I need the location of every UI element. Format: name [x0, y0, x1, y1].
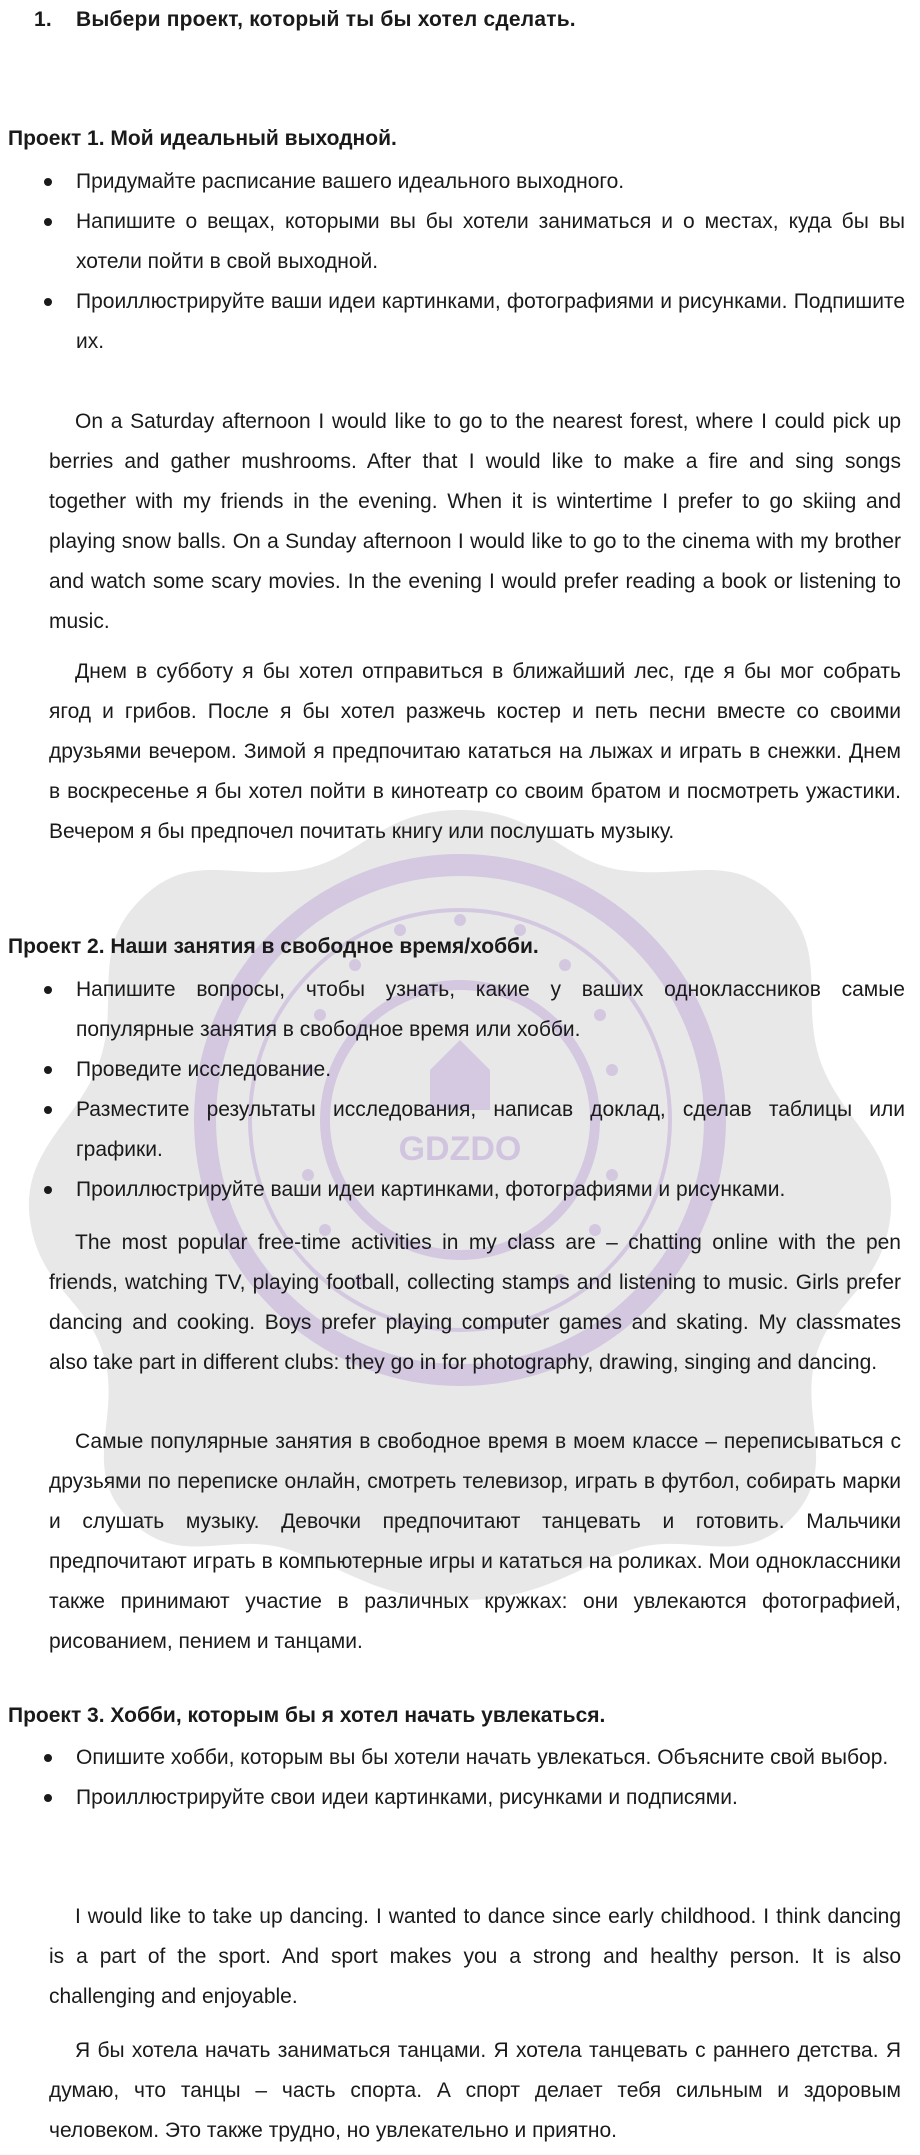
project-3-paragraph-en: I would like to take up dancing. I wanted to dance since early childhood. I think dancing is a part of the sport. And sport makes you a strong and healthy person. It is also challenging and enjoyable. [49, 1905, 901, 2008]
list-item: Проиллюстрируйте ваши идеи картинками, фотографиями и рисунками. Подпишите их. [0, 282, 905, 362]
list-item: Напишите вопросы, чтобы узнать, какие у ваших одноклассников самые популярные занятия в свободное время или хобби. [0, 970, 905, 1050]
list-item: Проведите исследование. [0, 1050, 905, 1090]
task-number: 1. [34, 8, 52, 31]
project-1-paragraph-en: On a Saturday afternoon I would like to go to the nearest forest, where I could pick up berries and gather mushrooms. After that I would like to make a fire and sing songs together with my friends in the evening. When it is wintertime I prefer to go skiing and playing snow balls. On a Sunday afternoon I would like to go to the cinema with my brother and watch some scary movies. In the evening I would prefer reading a book or listening to music. [49, 410, 901, 633]
list-item: Разместите результаты исследования, написав доклад, сделав таблицы или графики. [0, 1090, 905, 1170]
list-item: Опишите хобби, которым вы бы хотели начать увлекаться. Объясните свой выбор. [0, 1738, 905, 1778]
project-3-paragraph-ru: Я бы хотела начать заниматься танцами. Я хотела танцевать с раннего детства. Я думаю, что танцы – часть спорта. А спорт делает тебя сильным и здоровым человеком. Это также трудно, но увлекательно и приятно. [49, 2039, 901, 2142]
project-2-title: Проект 2. Наши занятия в свободное время/хобби. [8, 935, 539, 958]
project-2-bullets [0, 970, 905, 1210]
project-1-paragraph-ru: Днем в субботу я бы хотел отправиться в ближайший лес, где я бы мог собрать ягод и грибов. После я бы хотел разжечь костер и петь песни вместе со своими друзьями вечером. Зимой я предпочитаю кататься на лыжах и играть в снежки. Днем в воскресенье я бы хотел пойти в кинотеатр со своим братом и посмотреть ужастики. Вечером я бы предпочел почитать книгу или послушать музыку. [49, 660, 901, 843]
project-2-paragraph-ru: Самые популярные занятия в свободное время в моем классе – переписываться с друзьями по переписке онлайн, смотреть телевизор, играть в футбол, собирать марки и слушать музыку. Девочки предпочитают танцевать и готовить. Мальчики предпочитают играть в компьютерные игры и кататься на роликах. Мои одноклассники также принимают участие в различных кружках: они увлекаются фотографией, рисованием, пением и танцами. [49, 1430, 901, 1653]
project-3-title: Проект 3. Хобби, которым бы я хотел начать увлекаться. [8, 1704, 606, 1727]
list-item: Придумайте расписание вашего идеального выходного. [0, 162, 905, 202]
task-heading [34, 8, 576, 32]
watermark-text: GDZDO [398, 1130, 522, 1168]
list-item: Напишите о вещах, которыми вы бы хотели заниматься и о местах, куда бы вы хотели пойти в свой выходной. [0, 202, 905, 282]
list-item: Проиллюстрируйте ваши идеи картинками, фотографиями и рисунками. [0, 1170, 905, 1210]
project-2-paragraph-en: The most popular free-time activities in my class are – chatting online with the pen friends, watching TV, playing football, collecting stamps and listening to music. Girls prefer dancing and cooking. Boys prefer playing computer games and skating. My classmates also take part in different clubs: they go in for photography, drawing, singing and dancing. [49, 1231, 901, 1374]
project-1-bullets [0, 162, 905, 362]
list-item: Проиллюстрируйте свои идеи картинками, рисунками и подписями. [0, 1778, 905, 1818]
task-text: Выбери проект, который ты бы хотел сделать. [76, 8, 576, 31]
project-3-bullets [0, 1738, 905, 1818]
project-1-title: Проект 1. Мой идеальный выходной. [8, 127, 397, 150]
